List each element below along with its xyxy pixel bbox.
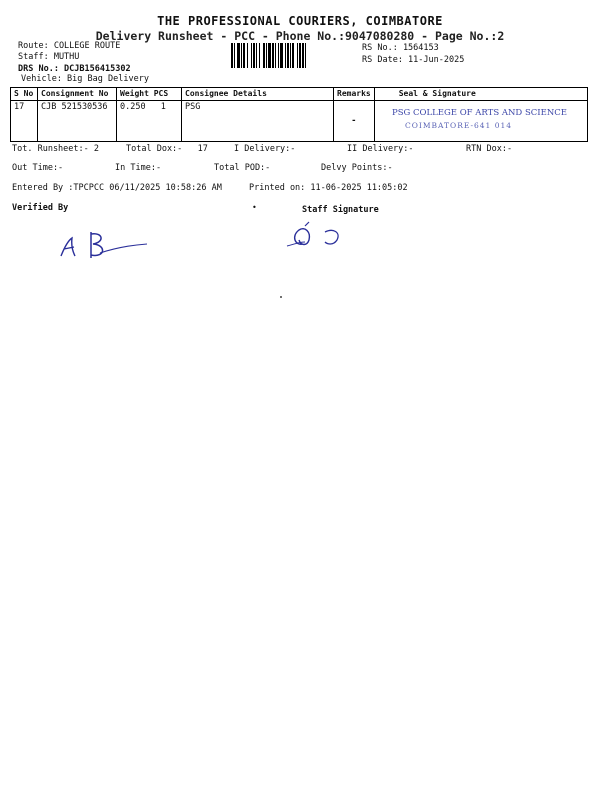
barcode-bar	[306, 43, 309, 68]
separator-dot: •	[252, 203, 257, 212]
rtn-dox: RTN Dox:-	[466, 144, 513, 154]
col-sno: S No	[11, 88, 38, 101]
col-remarks: Remarks	[334, 88, 375, 101]
staff-signature-label: Staff Signature	[302, 205, 379, 215]
out-time: Out Time:-	[12, 163, 64, 173]
speck	[280, 296, 282, 298]
cell-pcs: 1	[160, 102, 166, 112]
i-delivery: I Delivery:-	[234, 144, 296, 154]
in-time: In Time:-	[115, 163, 162, 173]
company-title: THE PROFESSIONAL COURIERS, COIMBATORE	[157, 14, 443, 28]
col-weight-pcs: Weight PCS	[117, 88, 182, 101]
drs-number: DRS No.: DCJB156415302	[18, 64, 131, 74]
staff-label: Staff: MUTHU	[18, 52, 80, 62]
col-consignment: Consignment No	[38, 88, 117, 101]
total-dox: Total Dox:- 17	[126, 144, 208, 154]
route-label: Route: COLLEGE ROUTE	[18, 41, 121, 51]
printed-on: Printed on: 11-06-2025 11:05:02	[249, 183, 408, 193]
table-header-row	[11, 88, 588, 101]
delvy-points: Delvy Points:-	[321, 163, 393, 173]
staff-signature	[285, 220, 355, 252]
verifier-signature	[55, 228, 150, 264]
rs-date: RS Date: 11-Jun-2025	[362, 55, 465, 65]
cell-remarks	[334, 101, 375, 142]
entered-by: Entered By :TPCPCC 06/11/2025 10:58:26 AM	[12, 183, 222, 193]
tot-runsheet: Tot. Runsheet:- 2	[12, 144, 99, 154]
cell-consignee: PSG	[182, 101, 334, 142]
cell-consignment: CJB 521530536	[38, 101, 117, 142]
cell-sno: 17	[11, 101, 38, 142]
ii-delivery: II Delivery:-	[347, 144, 414, 154]
cell-weight-pcs	[117, 101, 182, 142]
runsheet-subtitle: Delivery Runsheet - PCC - Phone No.:9047080280 - Page No.:2	[95, 29, 505, 43]
remark-dash: -	[351, 116, 357, 126]
total-pod: Total POD:-	[214, 163, 271, 173]
vehicle-label: Vehicle: Big Bag Delivery	[21, 74, 149, 84]
college-stamp-line2: COIMBATORE-641 014	[405, 121, 513, 130]
verified-by-label: Verified By	[12, 203, 69, 213]
col-seal-signature: Seal & Signature	[374, 88, 587, 101]
cell-weight: 0.250	[120, 102, 146, 112]
barcode	[231, 43, 356, 68]
college-stamp-line1: PSG COLLEGE OF ARTS AND SCIENCE	[392, 108, 567, 118]
col-consignee: Consignee Details	[182, 88, 334, 101]
rs-number: RS No.: 1564153	[362, 43, 439, 53]
